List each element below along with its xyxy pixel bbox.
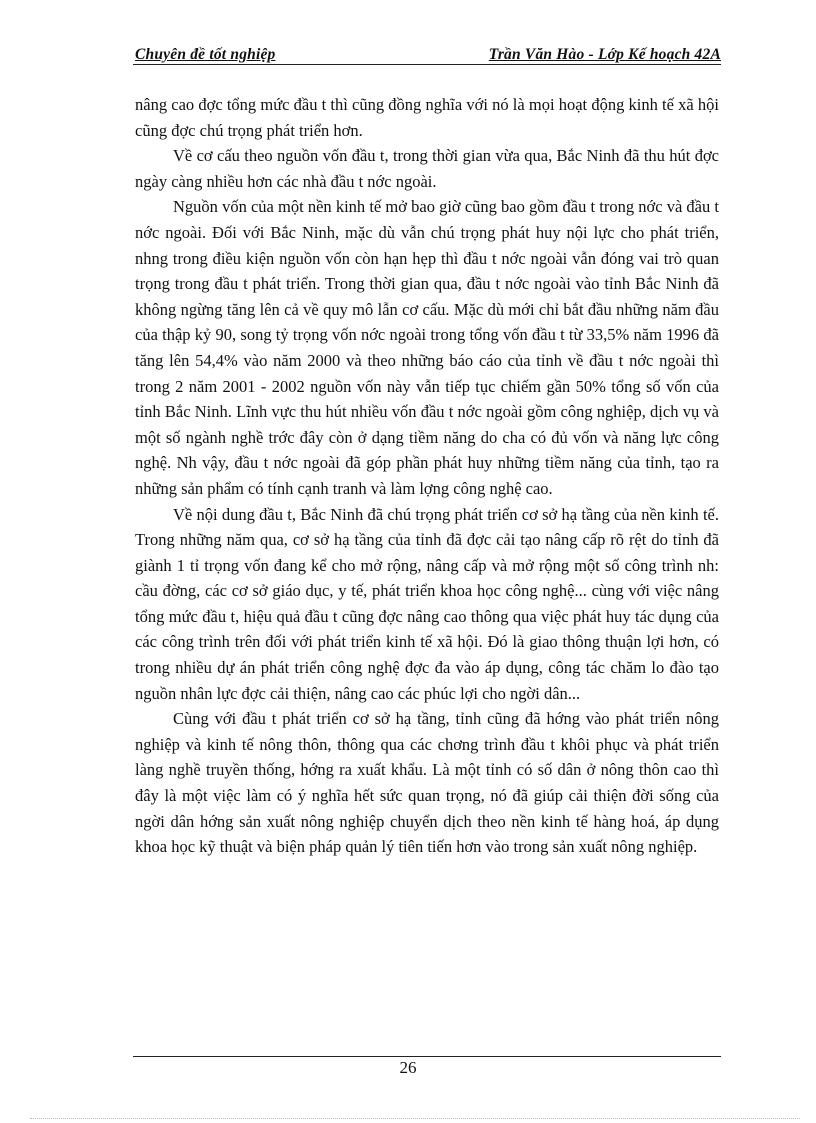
header-divider (133, 64, 721, 65)
page-bottom-edge (30, 1118, 800, 1119)
header-author-class: Trần Văn Hào - Lớp Kế hoạch 42A (488, 46, 721, 63)
paragraph: Về nội dung đầu t, Bắc Ninh đã chú trọng phát triển cơ sở hạ tầng của nền kinh tế. Trong những năm qua, cơ sở hạ tầng của tỉnh đã đợc cải tạo nâng cấp rõ rệt do tỉnh đã giành 1 tỉ trọng vốn đang kể cho mở rộng, nâng cấp và mở rộng một số công trình nh: cầu đờng, các cơ sở giáo dục, y tế, phát triển khoa học công nghệ... cùng với việc nâng tổng mức đầu t, hiệu quả đầu t cũng đợc nâng cao thông qua việc phát huy tác dụng của các công trình trên đối với phát triển kinh tế xã hội. Đó là giao thông thuận lợi hơn, có trong nhiều dự án phát triển công nghệ đợc đa vào áp dụng, công tác chăm lo đào tạo nguồn nhân lực đợc cải thiện, nâng cao các phúc lợi cho ngời dân... (135, 504, 719, 703)
footer-divider (133, 1056, 721, 1057)
paragraph: Cùng với đầu t phát triển cơ sở hạ tầng, tỉnh cũng đã hớng vào phát triển nông nghiệp và kinh tế nông thôn, thông qua các chơng trình đầu t khôi phục và phát triển làng nghề truyền thống, hớng ra xuất khẩu. Là một tỉnh có số dân ở nông thôn cao thì đây là một việc làm có ý nghĩa hết sức quan trọng, nó đã giúp cải thiện đời sống của ngời dân hớng sản xuất nông nghiệp chuyển dịch theo nền kinh tế hàng hoá, áp dụng khoa học kỹ thuật và biện pháp quản lý tiên tiến hơn vào trong sản xuất nông nghiệp. (135, 709, 719, 857)
paragraph: Về cơ cấu theo nguồn vốn đầu t, trong thời gian vừa qua, Bắc Ninh đã thu hút đợc ngày càng nhiều hơn các nhà đầu t nớc ngoài. (135, 146, 719, 191)
body-text (135, 92, 719, 860)
paragraph-continuation: nâng cao đợc tổng mức đầu t thì cũng đồng nghĩa với nó là mọi hoạt động kinh tế xã hội cũng đợc chú trọng phát triển hơn. (135, 95, 719, 140)
page-number: 26 (399, 1058, 417, 1077)
header-document-type: Chuyên đề tốt nghiệp (135, 46, 276, 63)
paragraph: Nguồn vốn của một nền kinh tế mở bao giờ cũng bao gồm đầu t trong nớc và đầu t nớc ngoài. Đối với Bắc Ninh, mặc dù vẫn chú trọng phát huy nội lực cho phát triển, nhng trong điều kiện nguồn vốn còn hạn hẹp thì đầu t nớc ngoài vẫn đóng vai trò quan trọng trong đầu t phát triển. Trong thời gian qua, đầu t nớc ngoài vào tỉnh Bắc Ninh đã không ngừng tăng lên cả về quy mô lẫn cơ cấu. Mặc dù mới chỉ bắt đầu những năm đầu của thập kỷ 90, song tỷ trọng vốn nớc ngoài trong tổng vốn đầu t từ 33,5% năm 1996 đã tăng lên 54,4% vào năm 2000 và theo những báo cáo của tỉnh về đầu t nớc ngoài thì trong 2 năm 2001 - 2002 nguồn vốn này vẫn tiếp tục chiếm gần 50% tổng số vốn của tỉnh Bắc Ninh. Lĩnh vực thu hút nhiều vốn đầu t nớc ngoài gồm công nghiệp, dịch vụ và một số ngành nghề trớc đây còn ở dạng tiềm năng do cha có đủ vốn và năng lực công nghệ. Nh vậy, đầu t nớc ngoài đã góp phần phát huy những tiềm năng của tỉnh, tạo ra những sản phẩm có tính cạnh tranh và làm lợng công nghệ cao. (135, 197, 719, 498)
